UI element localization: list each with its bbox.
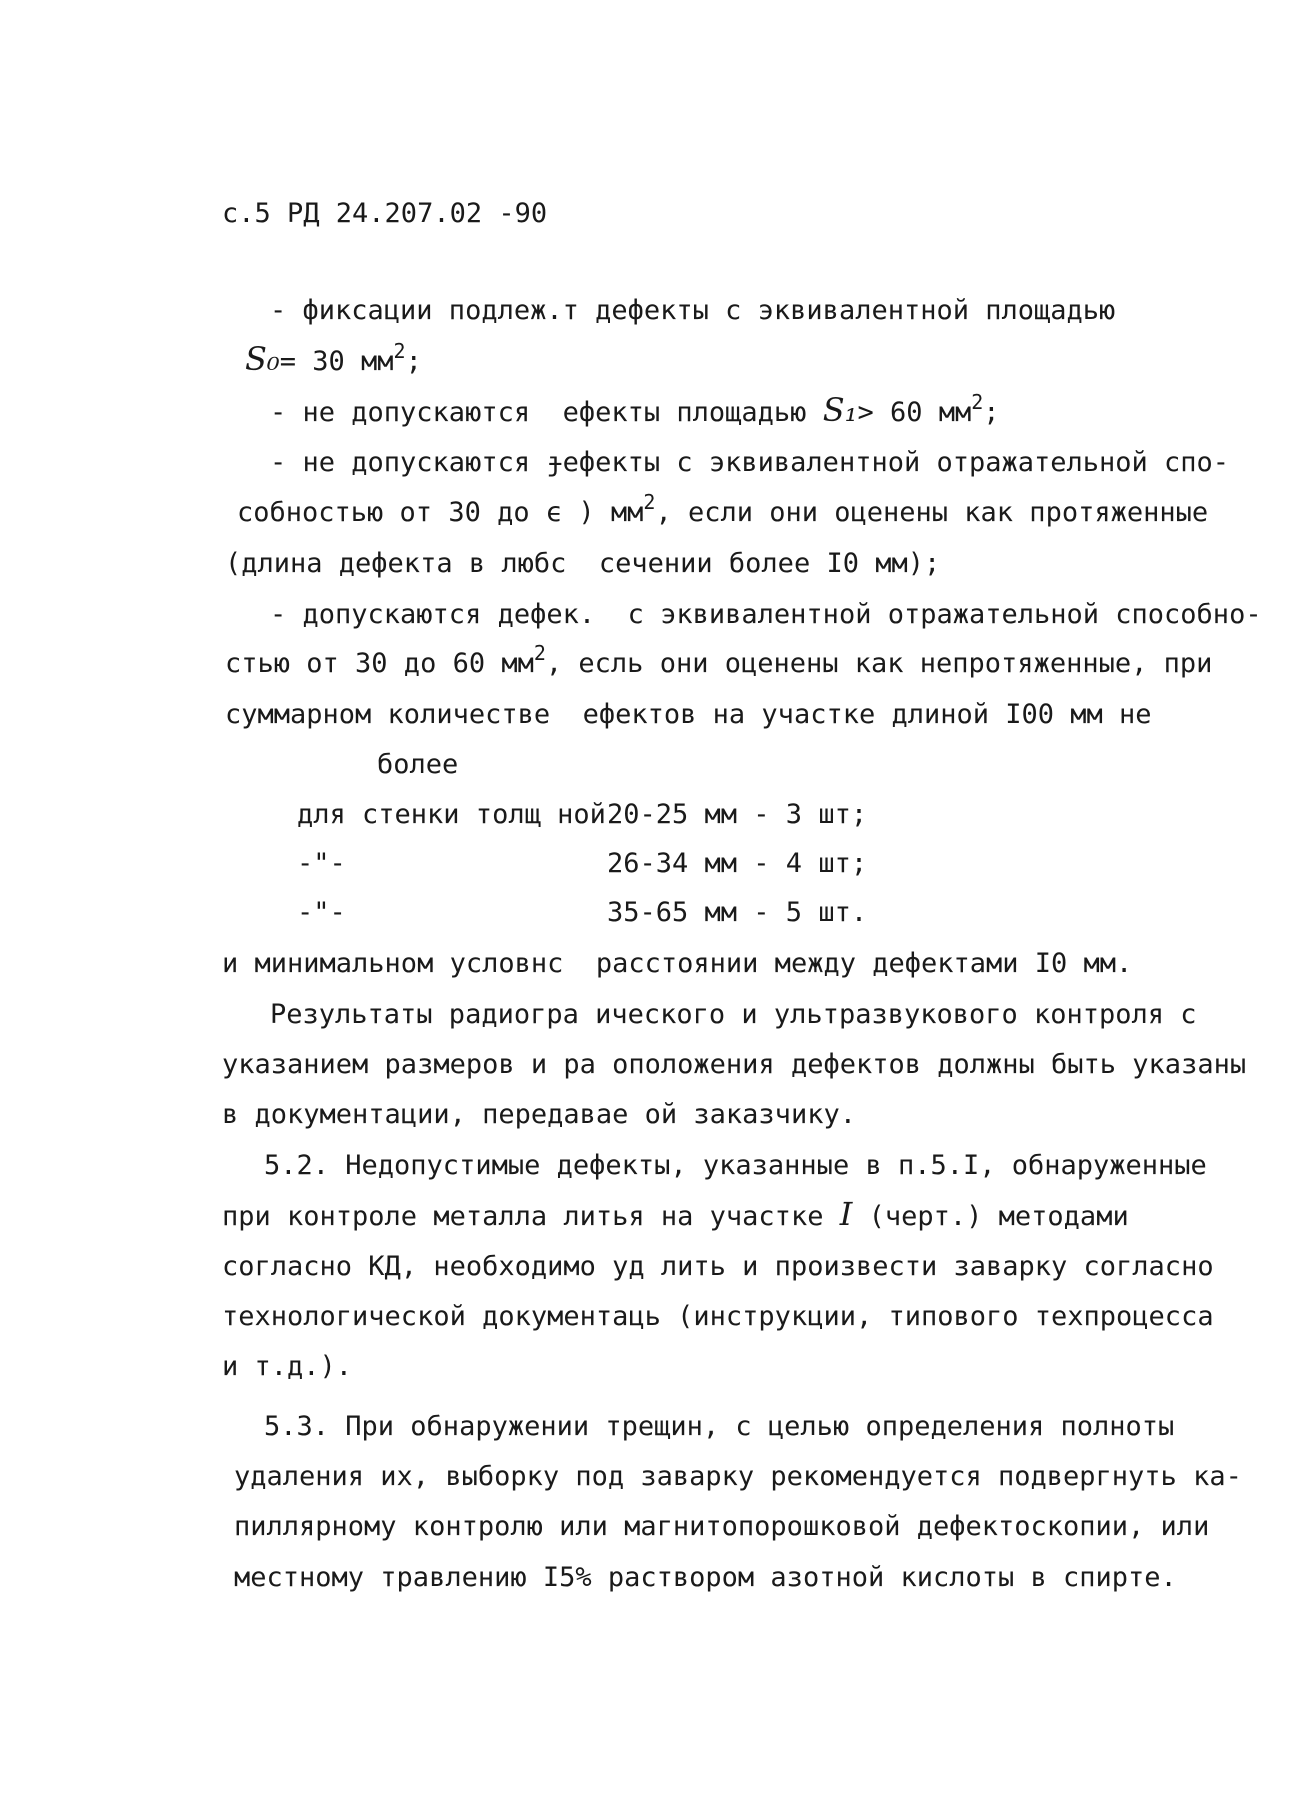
text-fragment: ;: [983, 397, 1000, 428]
text-fragment: ;: [405, 346, 422, 377]
text-fragment: , если они оценены как протяженные: [655, 497, 1209, 528]
text-line: Результаты радиогра ического и ультразвукового контроля с: [270, 999, 1197, 1030]
text-line: и т.д.).: [222, 1351, 353, 1382]
superscript: 2: [393, 339, 406, 363]
symbol-s1: S₁: [822, 391, 858, 429]
text-line: в документации, передавае ой заказчику.: [222, 1099, 856, 1130]
text-fragment: , есль они оценены как непротяженные, при: [545, 648, 1213, 679]
superscript: 2: [971, 390, 984, 414]
text-line: [237, 490, 1209, 530]
superscript: 2: [643, 490, 656, 514]
table-label: -"-: [297, 848, 346, 879]
symbol-s0: S₀: [245, 340, 280, 378]
page-header: с.5 РД 24.207.02 -90: [222, 198, 548, 229]
text-line: 5.3. При обнаружении трещин, с целью определения полноты: [264, 1411, 1175, 1442]
text-line: - фиксации подлеж.т дефекты с эквивалентной площадью: [270, 295, 1116, 326]
text-fragment: = 30 мм: [279, 346, 394, 377]
text-line: согласно КД, необходимо уд лить и произвести заварку согласно: [222, 1251, 1214, 1282]
table-value: 20-25 мм - 3 шт;: [607, 799, 868, 830]
text-fragment: при контроле металла литья на участке: [222, 1201, 840, 1232]
text-line: и минимальном условнс расстоянии между дефектами I0 мм.: [222, 948, 1133, 979]
text-fragment: > 60 мм: [857, 397, 972, 428]
text-line: указанием размеров и ра оположения дефектов должны быть указаны: [222, 1049, 1247, 1080]
text-line: более: [377, 749, 459, 780]
superscript: 2: [533, 641, 546, 665]
text-line: [270, 390, 1000, 430]
text-fragment: - не допускаются ефекты площадью: [270, 397, 823, 428]
text-line: - не допускаются ɟефекты с эквивалентной отражательной спо-: [270, 447, 1230, 478]
table-label: -"-: [297, 897, 346, 928]
table-label: для стенки толщ ной: [297, 799, 606, 830]
text-fragment: (черт.) методами: [852, 1201, 1129, 1232]
text-line: удаления их, выборку под заварку рекомендуется подвергнуть ка-: [234, 1461, 1242, 1492]
text-fragment: стью от 30 до 60 мм: [225, 648, 534, 679]
text-line: [225, 641, 1213, 681]
text-fragment: собностью от 30 до ϵ ) мм: [237, 497, 644, 528]
text-line: пиллярному контролю или магнитопорошковой дефектоскопии, или: [234, 1511, 1210, 1542]
text-line: [222, 1197, 1129, 1234]
text-line: (длина дефекта в любс сечении более I0 мм);: [225, 548, 941, 579]
text-line: местному травлению I5% раствором азотной кислоты в спирте.: [234, 1562, 1177, 1593]
table-value: 35-65 мм - 5 шт.: [607, 897, 868, 928]
table-value: 26-34 мм - 4 шт;: [607, 848, 868, 879]
text-line: [245, 339, 422, 379]
text-line: суммарном количестве ефектов на участке длиной I00 мм не: [225, 699, 1152, 730]
text-line: 5.2. Недопустимые дефекты, указанные в п.5.I, обнаруженные: [264, 1150, 1207, 1181]
text-line: - допускаются дефек. с эквивалентной отражательной способно-: [270, 599, 1262, 630]
text-line: технологической документаць (инструкции, типового техпроцесса: [222, 1301, 1214, 1332]
section-symbol: I: [839, 1195, 853, 1233]
